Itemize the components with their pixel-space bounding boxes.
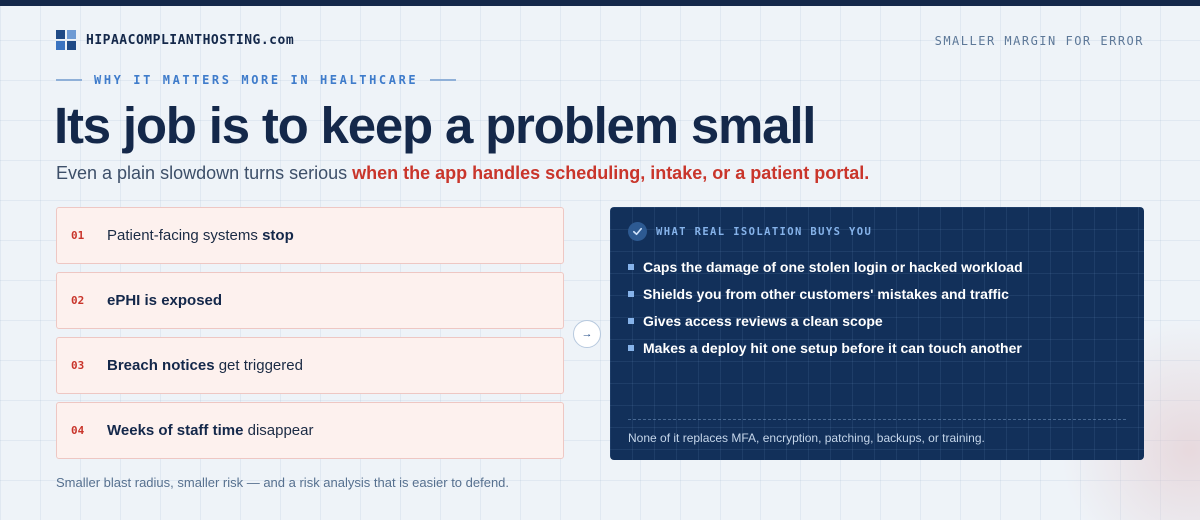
- eyebrow-rule-right: [430, 79, 456, 81]
- benefit-item: [628, 334, 1023, 361]
- benefit-list: [628, 253, 1023, 361]
- benefit-item: [628, 253, 1023, 280]
- panel-footer: None of it replaces MFA, encryption, patching, backups, or training.: [628, 431, 985, 445]
- square-bullet-icon: [628, 291, 634, 297]
- benefit-item: [628, 307, 1023, 334]
- tagline: SMALLER MARGIN FOR ERROR: [934, 34, 1144, 48]
- square-bullet-icon: [628, 345, 634, 351]
- item-text: Breach notices get triggered: [107, 357, 303, 374]
- top-accent-bar: [0, 0, 1200, 6]
- isolation-panel: [610, 207, 1144, 460]
- square-bullet-icon: [628, 318, 634, 324]
- grid-logo-icon: [56, 30, 76, 50]
- brand-name: HIPAACOMPLIANTHOSTING.com: [86, 32, 295, 48]
- item-number: 01: [71, 229, 85, 242]
- item-number: 04: [71, 424, 85, 437]
- square-bullet-icon: [628, 264, 634, 270]
- benefit-text: Makes a deploy hit one setup before it can touch another: [643, 339, 1022, 356]
- item-number: 03: [71, 359, 85, 372]
- subhead-lead: Even a plain slowdown turns serious: [56, 163, 353, 183]
- consequence-item: [56, 337, 564, 394]
- consequence-list: [56, 207, 564, 467]
- page-title: Its job is to keep a problem small: [54, 97, 816, 154]
- item-text: Weeks of staff time disappear: [107, 422, 314, 439]
- panel-header: [628, 222, 872, 241]
- eyebrow: [56, 73, 456, 87]
- check-circle-icon: [628, 222, 647, 241]
- footnote: Smaller blast radius, smaller risk — and a risk analysis that is easier to defend.: [56, 475, 510, 490]
- benefit-text: Caps the damage of one stolen login or hacked workload: [643, 258, 1023, 275]
- item-number: 02: [71, 294, 85, 307]
- item-text: ePHI is exposed: [107, 292, 223, 309]
- benefit-text: Shields you from other customers' mistakes and traffic: [643, 285, 1009, 302]
- panel-title: WHAT REAL ISOLATION BUYS YOU: [656, 225, 873, 238]
- eyebrow-rule-left: [56, 79, 82, 81]
- consequence-item: [56, 272, 564, 329]
- brand[interactable]: [56, 30, 294, 50]
- benefit-item: [628, 280, 1023, 307]
- panel-divider: [628, 419, 1126, 420]
- consequence-item: [56, 402, 564, 459]
- consequence-item: [56, 207, 564, 264]
- arrow-right-icon: →: [573, 320, 601, 348]
- benefit-text: Gives access reviews a clean scope: [643, 312, 883, 329]
- subhead: [56, 163, 869, 184]
- eyebrow-text: WHY IT MATTERS MORE IN HEALTHCARE: [94, 73, 419, 87]
- subhead-highlight: when the app handles scheduling, intake, or a patient portal.: [352, 163, 870, 183]
- item-text: Patient-facing systems stop: [107, 227, 294, 244]
